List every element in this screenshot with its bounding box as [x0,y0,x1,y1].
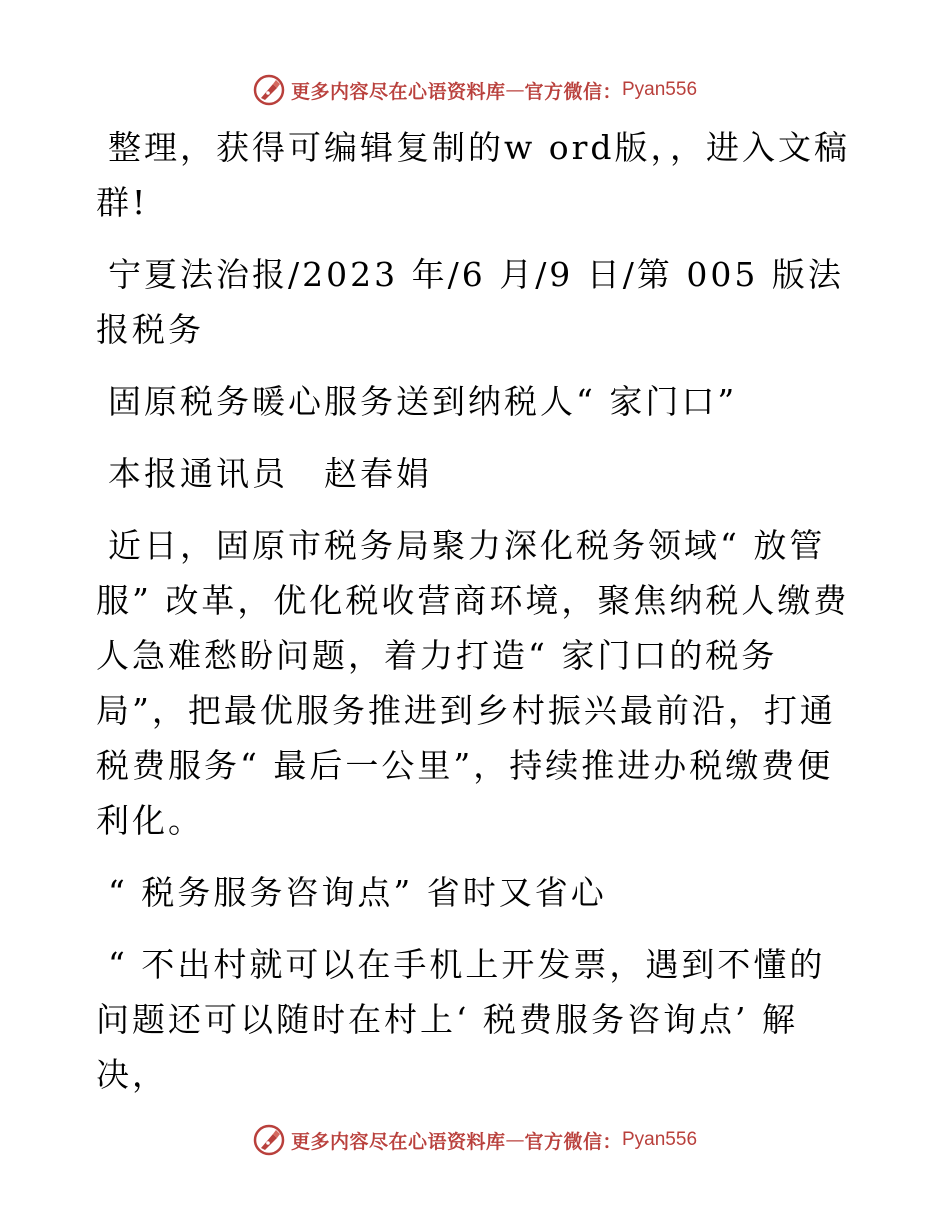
paragraph-quote: “ 不出村就可以在手机上开发票，遇到不懂的问题还可以随时在村上‘ 税费服务咨询点’ 解决， [96,945,826,1094]
watermark-text: 更多内容尽在心语资料库 [290,1130,506,1153]
paragraph-intro: 整理，获得可编辑复制的w ord版，，进入文稿群! [96,128,851,222]
watermark-separator: — [505,1129,525,1151]
watermark-id: Pyan556 [622,79,698,100]
pen-nib-logo-icon [253,1124,285,1156]
paragraph-body: 近日，固原市税务局聚力深化税务领域“ 放管服” 改革，优化税收营商环境，聚焦纳税人缴费人急难愁盼问题，着力打造“ 家门口的税务局”，把最优服务推进到乡村振兴最前沿，打通税费服务“ 最后一公里”，持续推进办税缴费便利化。 [96,526,850,840]
document-body [96,120,856,1119]
footer-watermark [0,1120,950,1160]
pen-nib-logo-icon [253,74,285,106]
paragraph-source: 宁夏法治报/2023 年/6 月/9 日/第 005 版法报税务 [96,255,844,349]
watermark-label: 官方微信： [524,80,622,103]
watermark-label: 官方微信： [524,1130,622,1153]
watermark-separator: — [505,79,525,101]
watermark-text: 更多内容尽在心语资料库 [290,80,506,103]
article-author: 本报通讯员 赵春娟 [108,454,432,493]
section-heading: “ 税务服务咨询点” 省时又省心 [108,873,607,912]
header-watermark [0,70,950,110]
article-title: 固原税务暖心服务送到纳税人“ 家门口” [108,382,738,421]
watermark-id: Pyan556 [622,1129,698,1150]
